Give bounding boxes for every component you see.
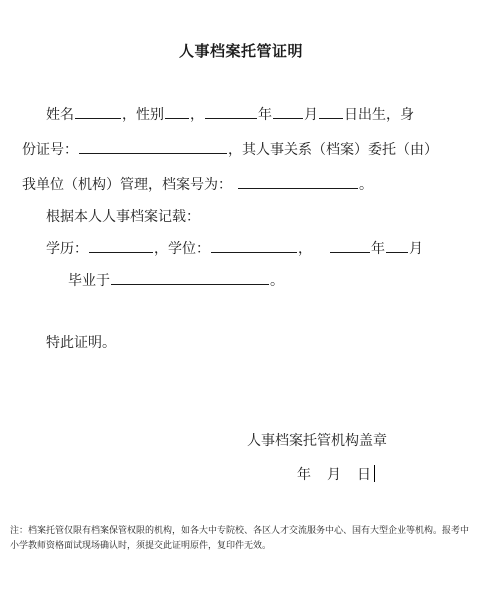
line-name-gender-birth: [46, 104, 414, 124]
line-id-number: [22, 139, 438, 159]
label-period: 。: [359, 177, 373, 193]
label-grad-year: 年: [371, 241, 385, 257]
seal-date-month: 月: [327, 467, 341, 483]
line-hereby-certify: 特此证明。: [46, 335, 116, 351]
document-title: 人事档案托管证明: [178, 42, 303, 60]
label-period-2: 。: [270, 273, 284, 289]
seal-date: [297, 464, 375, 484]
blank-education[interactable]: [89, 238, 153, 253]
label-comma-2: ，: [298, 241, 312, 257]
blank-degree[interactable]: [211, 238, 297, 253]
blank-birth-day[interactable]: [319, 104, 343, 119]
line-according: 根据本人人事档案记载：: [46, 209, 200, 225]
line-graduated-from: [68, 270, 284, 290]
label-grad-month: 月: [409, 241, 423, 257]
label-id-number: 份证号：: [22, 142, 78, 158]
label-relation: ，其人事关系（档案）委托（由）: [228, 142, 438, 158]
label-education: 学历：: [46, 241, 88, 257]
seal-label: 人事档案托管机构盖章: [247, 433, 387, 449]
footnote: 注：档案托管仅限有档案保管权限的机构，如各大中专院校、各区人才交流服务中心、国有大型企业等机构。报考中小学教师资格面试现场确认时，须提交此证明原件，复印件无效。: [10, 526, 470, 551]
blank-grad-month[interactable]: [386, 238, 408, 253]
seal-date-day: 日: [357, 467, 371, 483]
label-month: 月: [304, 107, 318, 123]
line-education: [46, 238, 423, 258]
text-cursor: [374, 465, 375, 482]
blank-birth-month[interactable]: [273, 104, 303, 119]
label-day-birth: 日出生，身: [344, 107, 414, 123]
blank-id-number[interactable]: [79, 139, 227, 154]
label-archive-number: 我单位（机构）管理，档案号为：: [22, 177, 232, 193]
blank-birth-year[interactable]: [205, 104, 257, 119]
label-comma: ，: [190, 107, 204, 123]
blank-name[interactable]: [75, 104, 121, 119]
line-archive-number: [22, 174, 373, 194]
label-year: 年: [258, 107, 272, 123]
blank-gender[interactable]: [165, 104, 189, 119]
blank-archive-number[interactable]: [238, 174, 358, 189]
blank-school[interactable]: [111, 270, 269, 285]
blank-grad-year[interactable]: [330, 238, 370, 253]
label-graduated-from: 毕业于: [68, 273, 110, 289]
label-name: 姓名: [46, 107, 74, 123]
label-gender: ，性别: [122, 107, 164, 123]
label-degree: ，学位：: [154, 241, 210, 257]
seal-date-year: 年: [297, 467, 311, 483]
